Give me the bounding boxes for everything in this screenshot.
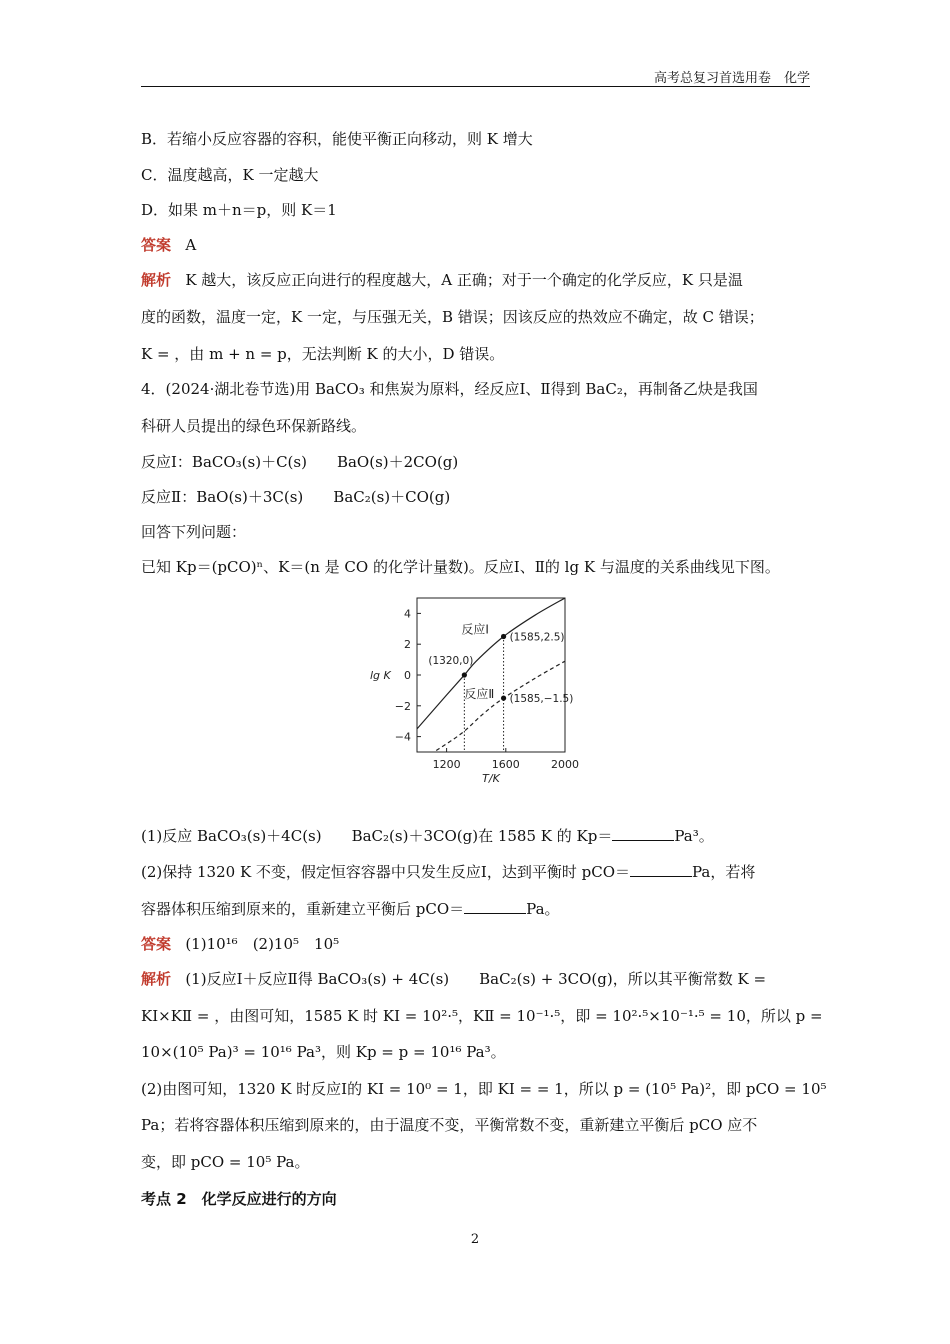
y-axis-label: lg K	[370, 669, 391, 682]
part2-b: Pa，若将	[692, 863, 756, 881]
q4-part-2-cont	[141, 898, 560, 919]
analysis-text: K 越大，该反应正向进行的程度越大，A 正确；对于一个确定的化学反应，K 只是温	[185, 271, 743, 289]
reaction-2	[141, 486, 450, 507]
reaction-1	[141, 451, 458, 472]
q4-analysis-3: 10×(10⁵ Pa)³ = 10¹⁶ Pa³，则 Kp = p = 10¹⁶ Pa³。	[141, 1043, 506, 1061]
data-point	[501, 634, 506, 639]
q4-part-2	[141, 861, 755, 882]
y-tick-label: 2	[404, 638, 411, 652]
reaction-1-right: BaO(s)＋2CO(g)	[336, 453, 459, 471]
page-number: 2	[470, 1232, 480, 1247]
part1-blank	[612, 826, 674, 841]
q4-analysis-2: KⅠ×KⅡ = ，由图可知，1585 K 时 KⅠ = 10²·⁵，KⅡ = 10⁻¹·⁵，即 = 10²·⁵×10⁻¹·⁵ = 10，所以 p =	[141, 1007, 823, 1025]
data-point	[462, 672, 467, 677]
q4-analysis-6: 变，即 pCO = 10⁵ Pa。	[141, 1153, 310, 1171]
q4-analysis-label: 解析	[141, 970, 172, 988]
q4-part-1	[141, 825, 714, 846]
y-tick-label: 4	[404, 607, 411, 621]
y-tick-label: −2	[394, 699, 411, 713]
q4-answer-row	[141, 933, 339, 954]
option-c: C．温度越高，K 一定越大	[141, 166, 319, 184]
section-title: 考点 2 化学反应进行的方向	[141, 1190, 337, 1208]
series-line-2	[436, 661, 565, 750]
part2-blank-2	[464, 899, 526, 914]
q4-intro-2: 科研人员提出的绿色环保新路线。	[141, 417, 367, 435]
answer-value: A	[185, 236, 197, 254]
q4-analysis-5: Pa；若将容器体积压缩到原来的，由于温度不变，平衡常数不变，重新建立平衡后 pCO 应不	[141, 1116, 758, 1134]
q4-given: 已知 Kp＝(pCO)ⁿ、K＝(n 是 CO 的化学计量数)。反应Ⅰ、Ⅱ的 lg K 与温度的关系曲线见下图。	[141, 558, 780, 576]
y-tick-label: −4	[394, 730, 411, 744]
option-b: B．若缩小反应容器的容积，能使平衡正向移动，则 K 增大	[141, 130, 533, 148]
q4-answer-label: 答案	[141, 935, 172, 953]
q4-analysis-1	[141, 968, 766, 989]
x-axis-label: T/K	[482, 772, 500, 785]
part2-a: (2)保持 1320 K 不变，假定恒容容器中只发生反应Ⅰ，达到平衡时 pCO＝	[141, 863, 631, 881]
series-label-1: 反应Ⅰ	[461, 622, 489, 637]
q4-analysis-1a: (1)反应Ⅰ＋反应Ⅱ得 BaCO₃(s) + 4C(s)	[185, 970, 450, 988]
data-point-label: (1585,−1.5)	[509, 693, 574, 706]
x-tick-label: 1200	[432, 758, 461, 771]
x-tick-label: 1600	[491, 758, 520, 771]
part2-blank-1	[630, 862, 692, 877]
analysis-label: 解析	[141, 271, 172, 289]
q4-intro-1: 4．(2024·湖北卷节选)用 BaCO₃ 和焦炭为原料，经反应Ⅰ、Ⅱ得到 BaC₂，再制备乙炔是我国	[141, 380, 758, 398]
part1-left: (1)反应 BaCO₃(s)＋4C(s)	[141, 827, 322, 845]
part2-c: 容器体积压缩到原来的，重新建立平衡后 pCO＝	[141, 900, 465, 918]
series-label-2: 反应Ⅱ	[464, 687, 495, 702]
answer-label: 答案	[141, 236, 172, 254]
data-point-label: (1585,2.5)	[509, 631, 565, 644]
data-point-label: (1320,0)	[428, 655, 474, 667]
lgk-temperature-chart	[365, 592, 590, 797]
part2-d: Pa。	[526, 900, 560, 918]
part1-unit: Pa³。	[674, 827, 714, 845]
analysis-line-1	[141, 269, 743, 290]
header-rule	[141, 86, 810, 87]
analysis-line-3: K = ，由 m + n = p，无法判断 K 的大小，D 错误。	[141, 345, 505, 363]
q4-answer-value: (1)10¹⁶ (2)10⁵ 10⁵	[185, 935, 340, 953]
reaction-2-left: 反应Ⅱ：BaO(s)＋3C(s)	[141, 488, 304, 506]
q4-prompt: 回答下列问题：	[141, 523, 247, 541]
x-tick-label: 2000	[551, 758, 579, 771]
page-header-title: 高考总复习首选用卷 化学	[653, 71, 810, 86]
reaction-1-left: 反应Ⅰ：BaCO₃(s)＋C(s)	[141, 453, 307, 471]
y-tick-label: 0	[404, 669, 411, 682]
option-d: D．如果 m＋n＝p，则 K＝1	[141, 201, 337, 219]
q4-analysis-4: (2)由图可知，1320 K 时反应Ⅰ的 KⅠ = 10⁰ = 1，即 KⅠ = = 1，所以 p = (10⁵ Pa)²，即 pCO = 10⁵	[141, 1080, 827, 1098]
analysis-line-2: 度的函数，温度一定，K 一定，与压强无关，B 错误；因该反应的热效应不确定，故 C 错误；	[141, 308, 764, 326]
part1-mid: BaC₂(s)＋3CO(g)在 1585 K 的 Kp＝	[351, 827, 613, 845]
reaction-2-right: BaC₂(s)＋CO(g)	[333, 488, 451, 506]
q4-analysis-1b: BaC₂(s) + 3CO(g)，所以其平衡常数 K =	[479, 970, 767, 988]
data-point	[501, 696, 506, 701]
answer-row	[141, 234, 196, 255]
plot-frame	[417, 598, 565, 752]
